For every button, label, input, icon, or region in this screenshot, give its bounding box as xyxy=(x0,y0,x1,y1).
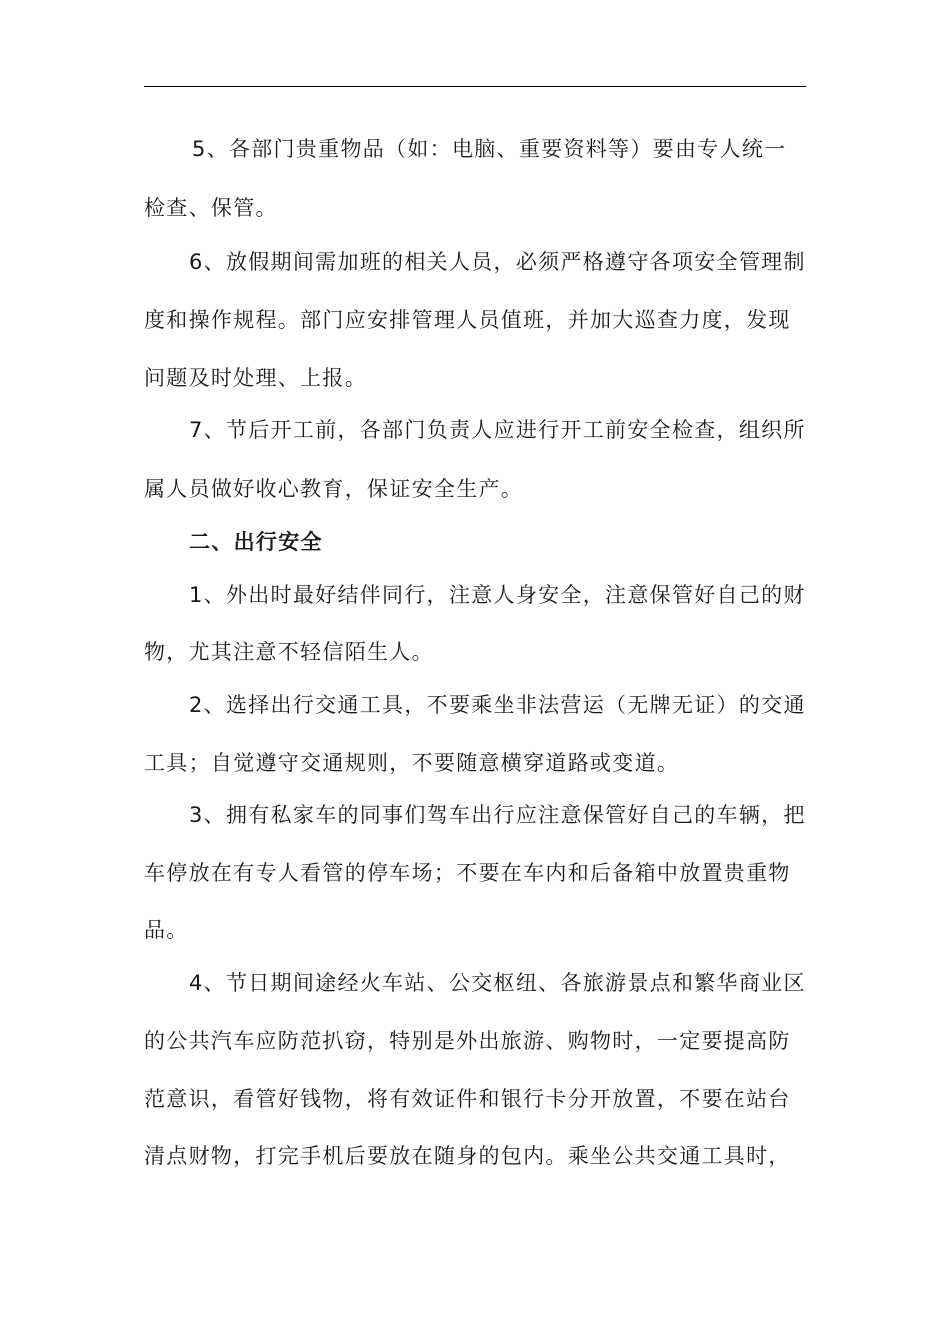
paragraph-7-line-2: 属人员做好收心教育，保证安全生产。 xyxy=(144,477,524,501)
paragraph-5-line-2: 检查、保管。 xyxy=(144,196,278,220)
header-rule xyxy=(144,86,806,87)
paragraph-6-line-2: 度和操作规程。部门应安排管理人员值班，并加大巡查力度，发现 xyxy=(144,308,791,332)
travel-item-4-line-4: 清点财物，打完手机后要放在随身的包内。乘坐公共交通工具时， xyxy=(144,1144,791,1168)
travel-item-1-line-2: 物，尤其注意不轻信陌生人。 xyxy=(144,640,434,664)
travel-item-3-line-3: 品。 xyxy=(144,918,189,942)
paragraph-7-line-1: 7、节后开工前，各部门负责人应进行开工前安全检查，组织所 xyxy=(189,418,806,442)
travel-item-2-line-2: 工具；自觉遵守交通规则，不要随意横穿道路或变道。 xyxy=(144,751,680,775)
paragraph-5-line-1: 5、各部门贵重物品（如：电脑、重要资料等）要由专人统一 xyxy=(192,137,787,161)
travel-item-1-line-1: 1、外出时最好结伴同行，注意人身安全，注意保管好自己的财 xyxy=(189,583,806,607)
section-heading: 二、出行安全 xyxy=(189,530,323,554)
travel-item-4-line-3: 范意识，看管好钱物，将有效证件和银行卡分开放置，不要在站台 xyxy=(144,1087,791,1111)
travel-item-2-line-1: 2、选择出行交通工具，不要乘坐非法营运（无牌无证）的交通 xyxy=(189,693,806,717)
paragraph-6-line-1: 6、放假期间需加班的相关人员，必须严格遵守各项安全管理制 xyxy=(189,250,806,274)
travel-item-3-line-1: 3、拥有私家车的同事们驾车出行应注意保管好自己的车辆，把 xyxy=(189,803,806,827)
paragraph-6-line-3: 问题及时处理、上报。 xyxy=(144,366,367,390)
travel-item-4-line-1: 4、节日期间途经火车站、公交枢纽、各旅游景点和繁华商业区 xyxy=(189,971,806,995)
travel-item-3-line-2: 车停放在有专人看管的停车场；不要在车内和后备箱中放置贵重物 xyxy=(144,861,791,885)
travel-item-4-line-2: 的公共汽车应防范扒窃，特别是外出旅游、购物时，一定要提高防 xyxy=(144,1029,791,1053)
